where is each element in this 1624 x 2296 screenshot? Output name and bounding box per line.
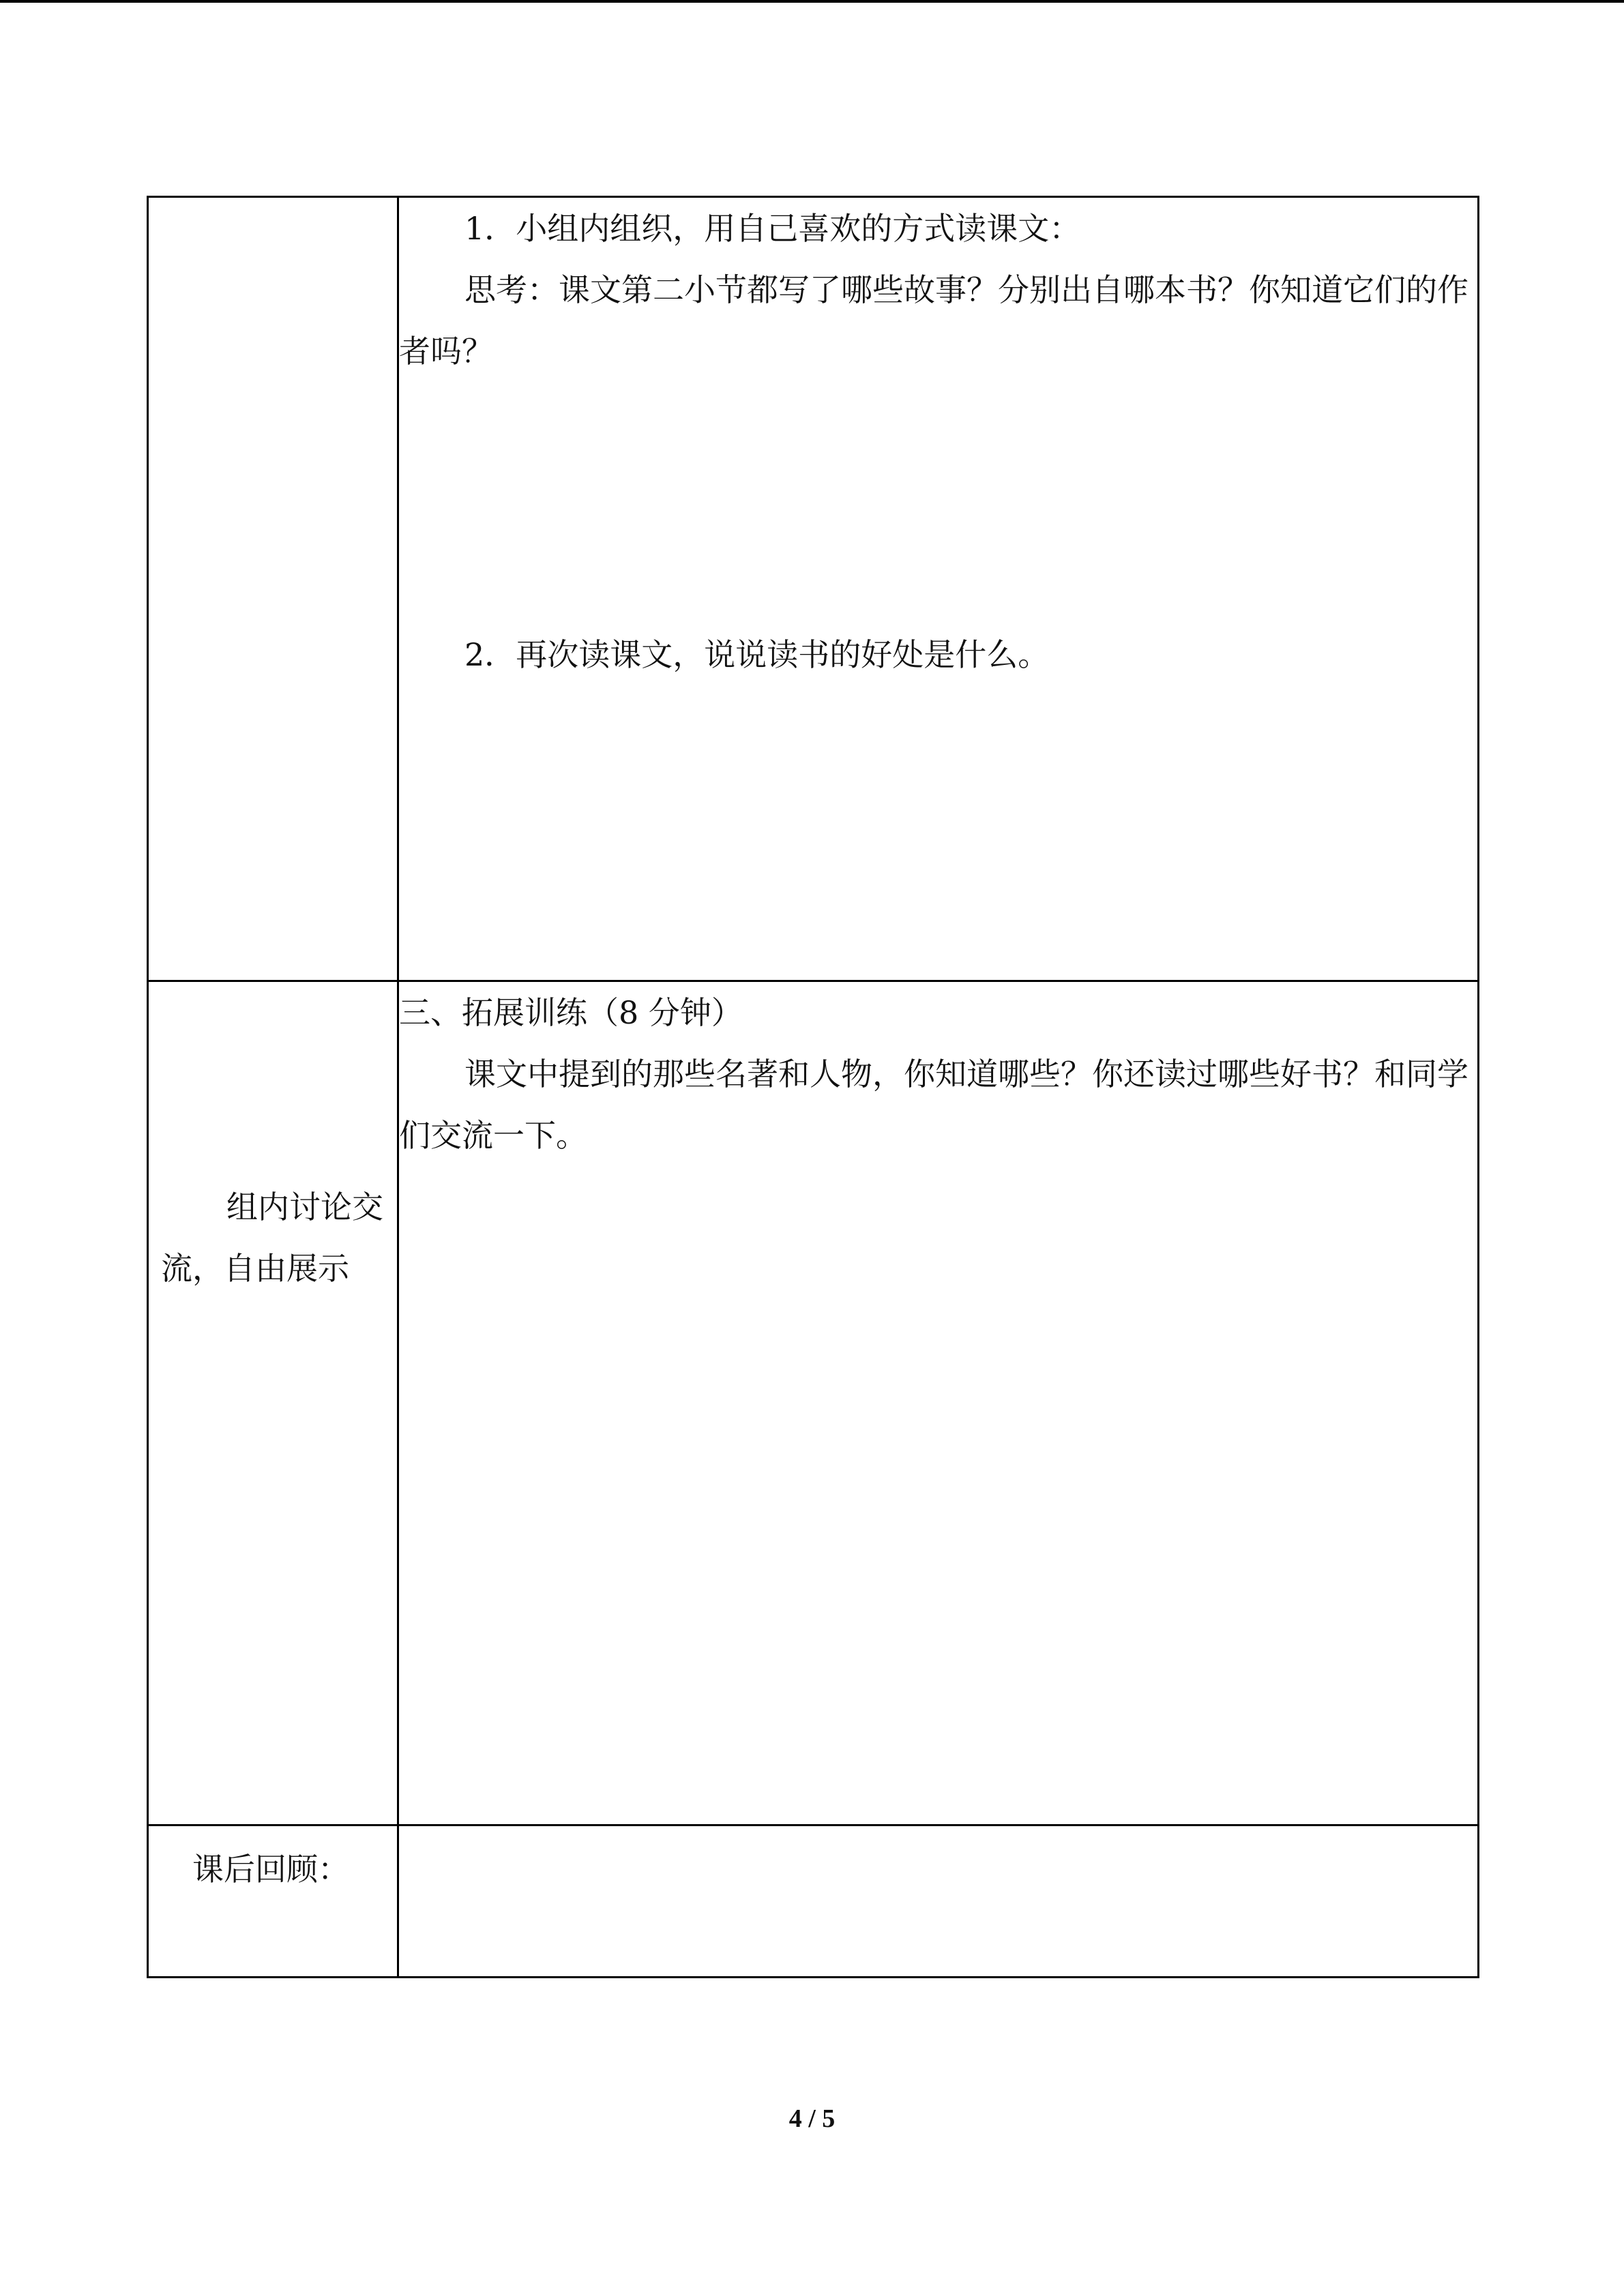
review-label-cell [148, 1825, 398, 1978]
table-row-review [148, 1825, 1479, 1978]
extension-prompt: 课文中提到的那些名著和人物，你知道哪些？你还读过哪些好书？和同学们交流一下。 [399, 1056, 1468, 1154]
task-1-question: 思考：课文第二小节都写了哪些故事？分别出自哪本书？你知道它们的作者吗？ [399, 271, 1468, 370]
activity-method-text: 组内讨论交流，自由展示 [161, 1189, 383, 1287]
task-2-instruction: 2．再次读课文，说说读书的好处是什么。 [464, 636, 1050, 673]
reading-tasks-cell [398, 197, 1479, 981]
activity-method-cell [148, 981, 398, 1825]
review-answer-cell [398, 1825, 1479, 1978]
left-cell-empty [148, 197, 398, 981]
page-number: 4 / 5 [788, 2104, 836, 2133]
extension-training-cell [398, 981, 1479, 1825]
lesson-plan-table [147, 196, 1479, 1978]
review-label: 课后回顾： [192, 1851, 349, 1888]
extension-heading: 三、拓展训练（8 分钟） [399, 994, 743, 1031]
table-row-extension-training [148, 981, 1479, 1825]
task-1-instruction: 1．小组内组织，用自己喜欢的方式读课文： [464, 210, 1081, 247]
table-row-reading-tasks [148, 197, 1479, 981]
